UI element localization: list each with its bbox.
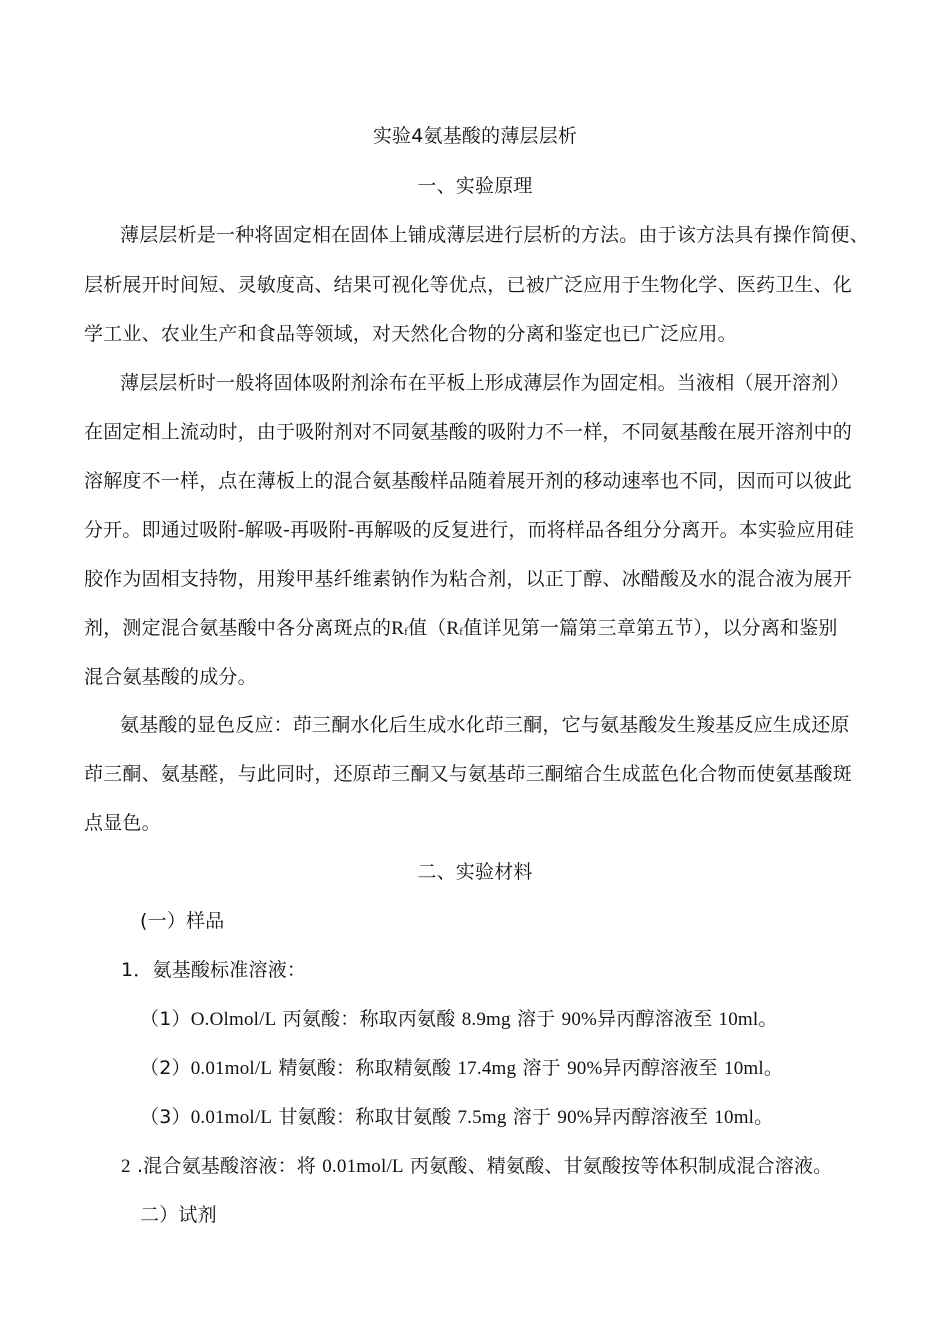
text-run: 剂，测定混合氨基酸中各分离斑点的 <box>84 617 392 639</box>
text-run: 溶于 <box>506 1106 558 1128</box>
text-run: 。 <box>758 1008 778 1030</box>
volume: 10ml <box>718 1009 759 1030</box>
paragraph-line: 学工业、农业生产和食品等领域，对天然化合物的分离和鉴定也已广泛应用。 <box>84 323 737 345</box>
section-heading-materials: 二、实验材料 <box>417 861 533 883</box>
paragraph-line: 分开。即通过吸附-解吸-再吸附-再解吸的反复进行，而将样品各组分分离开。本实验应用硅 <box>84 519 854 541</box>
mass: 7.5mg <box>457 1107 507 1128</box>
text-run: 溶于 <box>516 1057 568 1079</box>
mass: 8.9mg <box>461 1009 511 1030</box>
list-item-alanine <box>140 1006 778 1033</box>
subsection-heading-reagents: 二）试剂 <box>140 1204 217 1226</box>
volume: 10ml <box>724 1058 764 1079</box>
concentration: 0.01mol/L <box>190 1107 273 1128</box>
text-run: .混合氨基酸溶液：将 <box>130 1155 323 1177</box>
percent: 90% <box>557 1107 593 1128</box>
concentration: O.Olmol/L <box>190 1009 277 1030</box>
paragraph-line: 溶解度不一样，点在薄板上的混合氨基酸样品随着展开剂的移动速率也不同，因而可以彼此 <box>84 470 853 492</box>
paragraph-line: 茚三酮、氨基醛，与此同时，还原茚三酮又与氨基茚三酮缩合生成蓝色化合物而使氨基酸斑 <box>84 763 853 785</box>
paragraph-line: 层析展开时间短、灵敏度高、结果可视化等优点，已被广泛应用于生物化学、医药卫生、化 <box>84 274 853 296</box>
item-number: （2） <box>140 1057 191 1079</box>
rf-subscript: f <box>459 626 464 638</box>
item-number: 2 <box>121 1156 131 1177</box>
text-run: 。 <box>754 1106 774 1128</box>
item-number: （3） <box>140 1106 191 1128</box>
rf-symbol: R <box>391 618 405 639</box>
text-run: 。 <box>763 1057 784 1079</box>
percent: 90% <box>567 1058 603 1079</box>
text-run: 精氨酸：称取精氨酸 <box>272 1057 458 1079</box>
text-run: 异丙醇溶液至 <box>602 1057 724 1079</box>
paragraph-line: 混合氨基酸的成分。 <box>84 666 257 688</box>
percent: 90% <box>561 1009 598 1030</box>
list-item-glycine <box>140 1104 773 1131</box>
text-run: 值详见第一篇第三章第五节），以分离和鉴别 <box>463 617 838 639</box>
text-run: 丙氨酸：称取丙氨酸 <box>276 1008 462 1030</box>
paragraph-line: 胶作为固相支持物，用羧甲基纤维素钠作为粘合剂，以正丁醇、冰醋酸及水的混合液为展开 <box>84 568 853 590</box>
paragraph-line: 点显色。 <box>84 812 161 834</box>
section-heading-principle: 一、实验原理 <box>417 175 533 197</box>
rf-symbol: R <box>446 618 460 639</box>
list-item-mixture <box>121 1153 832 1180</box>
paragraph-line: 在固定相上流动时，由于吸附剂对不同氨基酸的吸附力不一样，不同氨基酸在展开溶剂中的 <box>84 421 853 443</box>
item-number: （1） <box>140 1008 191 1030</box>
concentration: 0.01mol/L <box>322 1156 404 1177</box>
paragraph-line: 薄层层析是一种将固定相在固体上铺成薄层进行层析的方法。由于该方法具有操作简便、 <box>120 224 869 246</box>
mass: 17.4mg <box>457 1058 517 1079</box>
paragraph-line-rf <box>84 615 838 645</box>
paragraph-line: 薄层层析时一般将固体吸附剂涂布在平板上形成薄层作为固定相。当液相（展开溶剂） <box>120 372 850 394</box>
list-item-arginine <box>140 1055 783 1082</box>
text-run: 异丙醇溶液至 <box>592 1106 715 1128</box>
volume: 10ml <box>714 1107 755 1128</box>
list-item: 1．氨基酸标准溶液： <box>121 959 307 981</box>
text-run: 丙氨酸、精氨酸、甘氨酸按等体积制成混合溶液。 <box>403 1155 833 1177</box>
paragraph-line: 氨基酸的显色反应：茚三酮水化后生成水化茚三酮，它与氨基酸发生羧基反应生成还原 <box>120 714 850 736</box>
text-run: 甘氨酸：称取甘氨酸 <box>272 1106 458 1128</box>
rf-subscript: f <box>404 626 408 638</box>
text-run: 溶于 <box>510 1008 562 1030</box>
subsection-heading-samples: (一）样品 <box>140 910 225 932</box>
text-run: 值（ <box>407 617 447 639</box>
concentration: 0.01mol/L <box>190 1058 273 1079</box>
document-title: 实验4氨基酸的薄层层析 <box>372 125 578 147</box>
text-run: 异丙醇溶液至 <box>597 1008 719 1030</box>
